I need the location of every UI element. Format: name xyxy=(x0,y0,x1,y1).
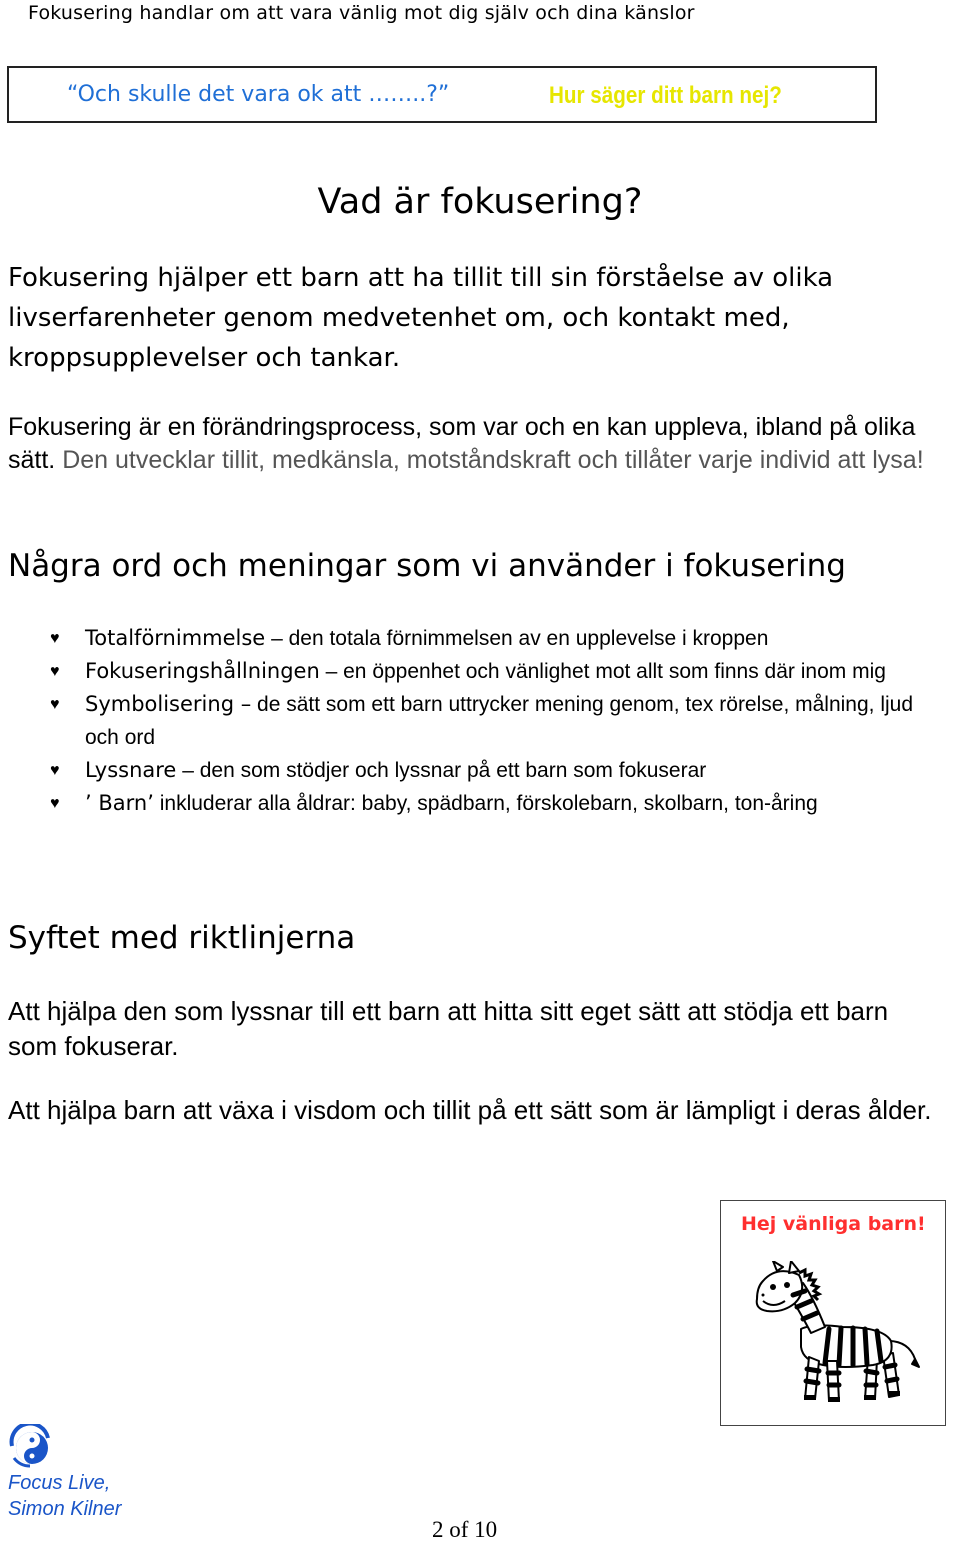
heart-icon: ♥ xyxy=(50,795,60,812)
yin-yang-logo-icon xyxy=(8,1424,54,1468)
zebra-illustration xyxy=(733,1261,933,1411)
term-name: Fokuseringshållningen xyxy=(85,659,320,683)
zebra-box xyxy=(720,1200,946,1426)
heart-icon: ♥ xyxy=(50,762,60,779)
page-header: Fokusering handlar om att vara vänlig mot dig själv och dina känslor xyxy=(28,2,695,24)
purpose-paragraph-1: Att hjälpa den som lyssnar till ett barn att hitta sitt eget sätt att stödja ett barn som fokuserar. xyxy=(8,996,889,1061)
zebra-caption: Hej vänliga barn! xyxy=(741,1213,926,1235)
term-list xyxy=(50,622,950,820)
words-heading: Några ord och meningar som vi använder i fokusering xyxy=(8,548,846,584)
banner-highlight: Hur säger ditt barn nej? xyxy=(549,82,782,109)
banner-box xyxy=(7,66,877,123)
term-description: de sätt som ett barn uttrycker mening genom, tex rörelse, målning, ljud och ord xyxy=(85,693,914,749)
heart-icon: ♥ xyxy=(50,630,60,647)
term-name: Lyssnare xyxy=(85,758,177,782)
term-description: – den som stödjer och lyssnar på ett barn som fokuserar xyxy=(176,759,707,782)
footer-org-line-1: Focus Live, xyxy=(8,1472,111,1494)
list-item xyxy=(50,754,950,787)
description-part-2: Den utvecklar tillit, medkänsla, motståndskraft och tillåter varje individ att lysa! xyxy=(55,446,924,474)
term-name: Symbolisering – xyxy=(85,692,252,716)
term-name: ’ Barn’ xyxy=(85,791,154,815)
term-description: – den totala förnimmelsen av en upplevelse i kroppen xyxy=(265,627,769,650)
description-part-1: Fokusering är en förändringsprocess, som var och en kan uppleva, ibland på olika sätt. xyxy=(8,413,916,474)
footer-organisation xyxy=(8,1470,121,1522)
term-description: – en öppenhet och vänlighet mot allt som finns där inom mig xyxy=(319,660,886,683)
description-paragraph xyxy=(8,411,938,477)
list-item xyxy=(50,688,950,754)
heart-icon: ♥ xyxy=(50,696,60,713)
heart-icon: ♥ xyxy=(50,663,60,680)
purpose-paragraph-2: Att hjälpa barn att växa i visdom och tillit på ett sätt som är lämpligt i deras ålder. xyxy=(8,1095,932,1125)
intro-text: Fokusering hjälper ett barn att ha tillit till sin förståelse av olika livserfarenheter genom medvetenhet om, och kontakt med, kroppsupplevelser och tankar. xyxy=(8,263,834,373)
list-item xyxy=(50,622,950,655)
purpose-heading: Syftet med riktlinjerna xyxy=(8,920,356,956)
page-title: Vad är fokusering? xyxy=(317,182,643,222)
page-number: 2 of 10 xyxy=(432,1517,498,1542)
list-item xyxy=(50,655,950,688)
footer-org-line-2: Simon Kilner xyxy=(8,1498,122,1520)
list-item xyxy=(50,787,950,820)
term-name: Totalförnimmelse xyxy=(85,626,266,650)
term-description: inkluderar alla åldrar: baby, spädbarn, förskolebarn, skolbarn, ton-åring xyxy=(153,792,818,815)
banner-question: “Och skulle det vara ok att ……..?” xyxy=(67,82,450,107)
